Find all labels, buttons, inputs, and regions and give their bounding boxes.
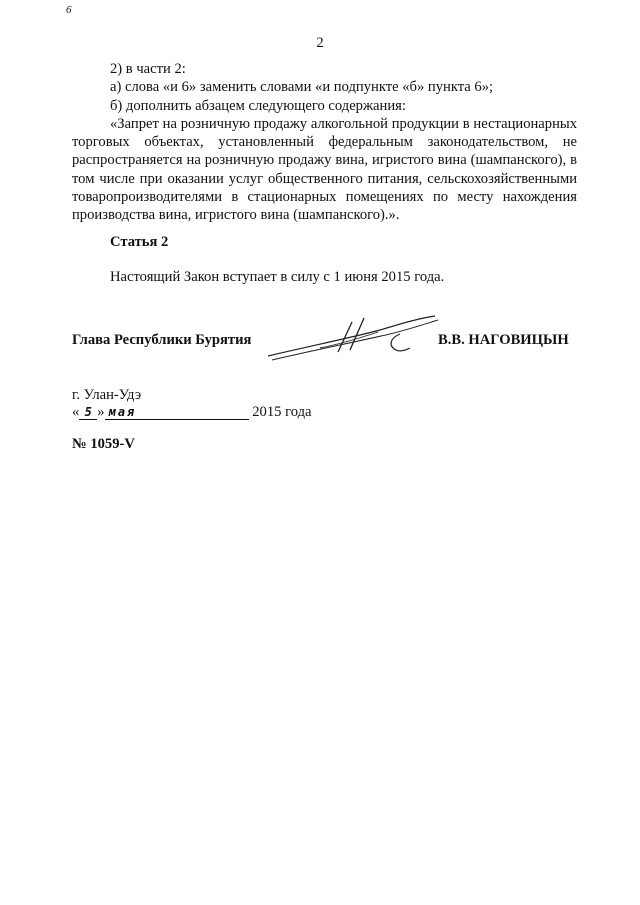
date-open-quote: «: [72, 404, 80, 420]
page-number: 2: [316, 35, 324, 51]
date-month: мая: [105, 405, 249, 420]
article-heading: Статья 2: [110, 234, 169, 250]
city-line: г. Улан-Удэ: [72, 387, 142, 403]
quoted-paragraph: «Запрет на розничную продажу алкогольной продукции в нестационарных торговых объектах, установленный федеральным законодательством, не распространяется на розничную продажу вина, игристого вина (шампанского), в том числе при оказании услуг общественного питания, сельскохозяйственными товаропроизводителями в стационарных помещениях по месту нахождения производства вина, игристого вина (шампанского).».: [72, 115, 577, 224]
signer-name: В.В. НАГОВИЦЫН: [438, 332, 569, 348]
item-b-line: б) дополнить абзацем следующего содержания:: [110, 97, 406, 114]
date-close-quote: »: [97, 404, 105, 420]
effective-date-text: Настоящий Закон вступает в силу с 1 июня 2015 года.: [110, 269, 445, 285]
handwritten-signature: [260, 308, 440, 368]
document-number: № 1059-V: [72, 436, 135, 452]
signer-title: Глава Республики Бурятия: [72, 332, 252, 348]
date-year: 2015 года: [252, 404, 312, 420]
corner-mark: 6: [66, 4, 72, 16]
part-2-line: 2) в части 2:: [110, 61, 186, 77]
amendments-section: [72, 60, 577, 225]
item-a-line: а) слова «и 6» заменить словами «и подпункте «б» пункта 6»;: [110, 79, 494, 96]
date-line: [72, 404, 312, 421]
date-day: 5: [79, 405, 97, 420]
